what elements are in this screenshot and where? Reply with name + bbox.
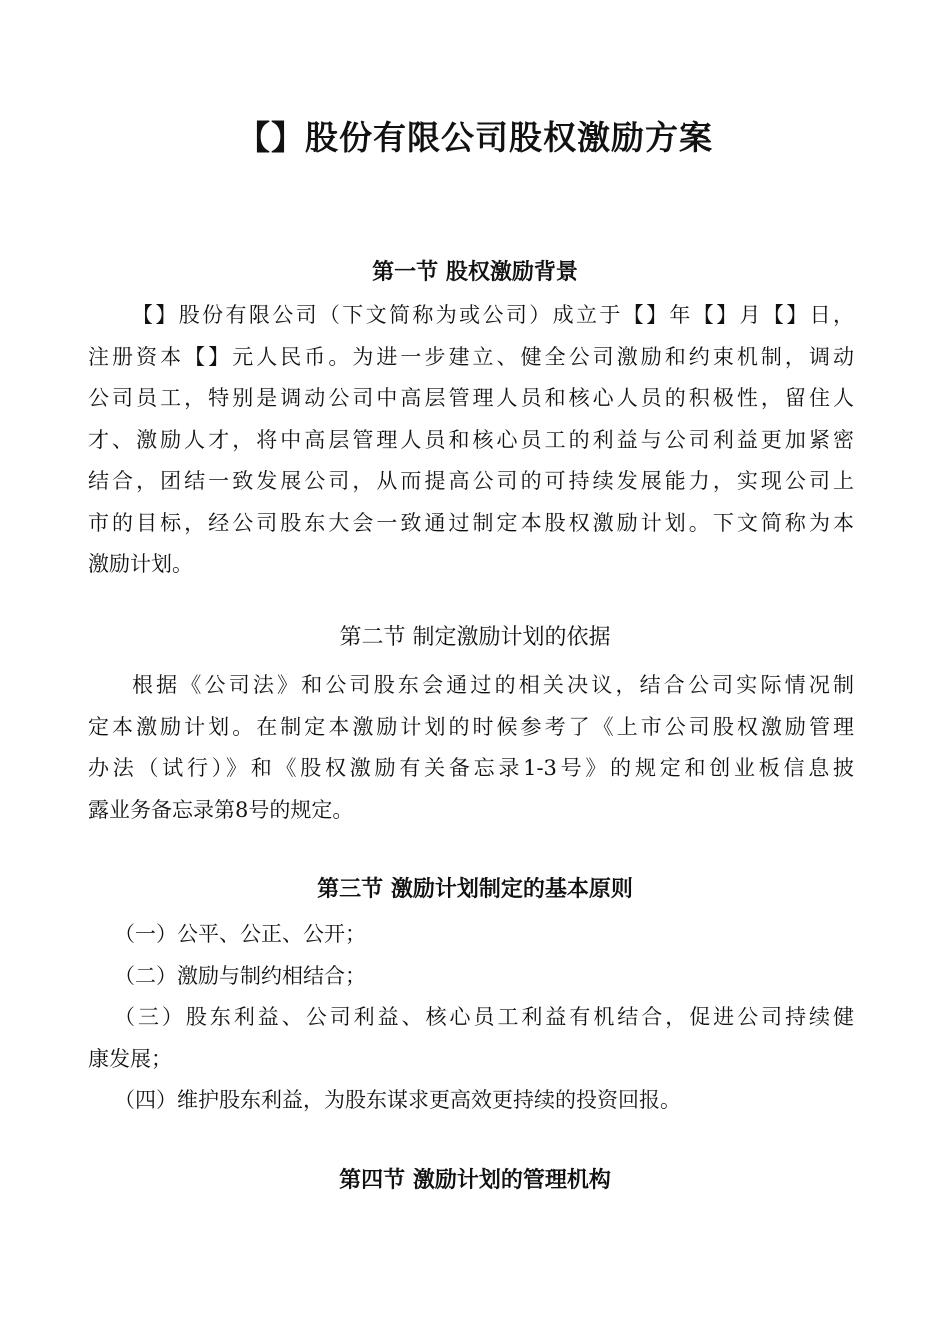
paragraph-line: 市的目标，经公司股东大会一致通过制定本股权激励计划。下文简称为本 [88, 510, 854, 535]
paragraph-line: 才、激励人才，将中高层管理人员和核心员工的利益与公司利益更加紧密 [88, 427, 854, 452]
paragraph-line: 结合，团结一致发展公司，从而提高公司的可持续发展能力，实现公司上 [88, 469, 854, 493]
section-2-heading: 第二节 制定激励计划的依据 [339, 625, 611, 650]
list-item-continuation: 康发展； [88, 1046, 172, 1071]
paragraph-line: 办法（试行）》和《股权激励有关备忘录1-3号》的规定和创业板信息披 [88, 756, 854, 780]
list-item: （一）公平、公正、公开； [114, 922, 366, 946]
section-4-heading: 第四节 激励计划的管理机构 [339, 1168, 611, 1193]
section-3-list [88, 914, 854, 1122]
section-3-heading: 第三节 激励计划制定的基本原则 [317, 877, 633, 902]
paragraph-line: 根据《公司法》和公司股东会通过的相关决议，结合公司实际情况制 [132, 673, 854, 697]
paragraph-line: 注册资本【】元人民币。为进一步建立、健全公司激励和约束机制，调动 [88, 344, 854, 369]
list-item: （三）股东利益、公司利益、核心员工利益有机结合，促进公司持续健 [114, 1005, 854, 1029]
section-1-paragraph [88, 295, 854, 586]
section-2-paragraph [88, 665, 854, 831]
paragraph-line: 露业务备忘录第8号的规定。 [88, 797, 354, 822]
document-title: 【】股份有限公司股权激励方案 [237, 118, 713, 157]
list-item: （四）维护股东利益，为股东谋求更高效更持续的投资回报。 [114, 1088, 681, 1112]
paragraph-line: 激励计划。 [88, 552, 193, 576]
list-item: （二）激励与制约相结合； [114, 963, 366, 988]
paragraph-line: 定本激励计划。在制定本激励计划的时候参考了《上市公司股权激励管理 [88, 714, 854, 739]
section-1-heading: 第一节 股权激励背景 [372, 260, 578, 285]
paragraph-line: 【】股份有限公司（下文简称为或公司）成立于【】年【】月【】日， [132, 303, 854, 327]
paragraph-line: 公司员工，特别是调动公司中高层管理人员和核心人员的积极性，留住人 [88, 386, 854, 410]
